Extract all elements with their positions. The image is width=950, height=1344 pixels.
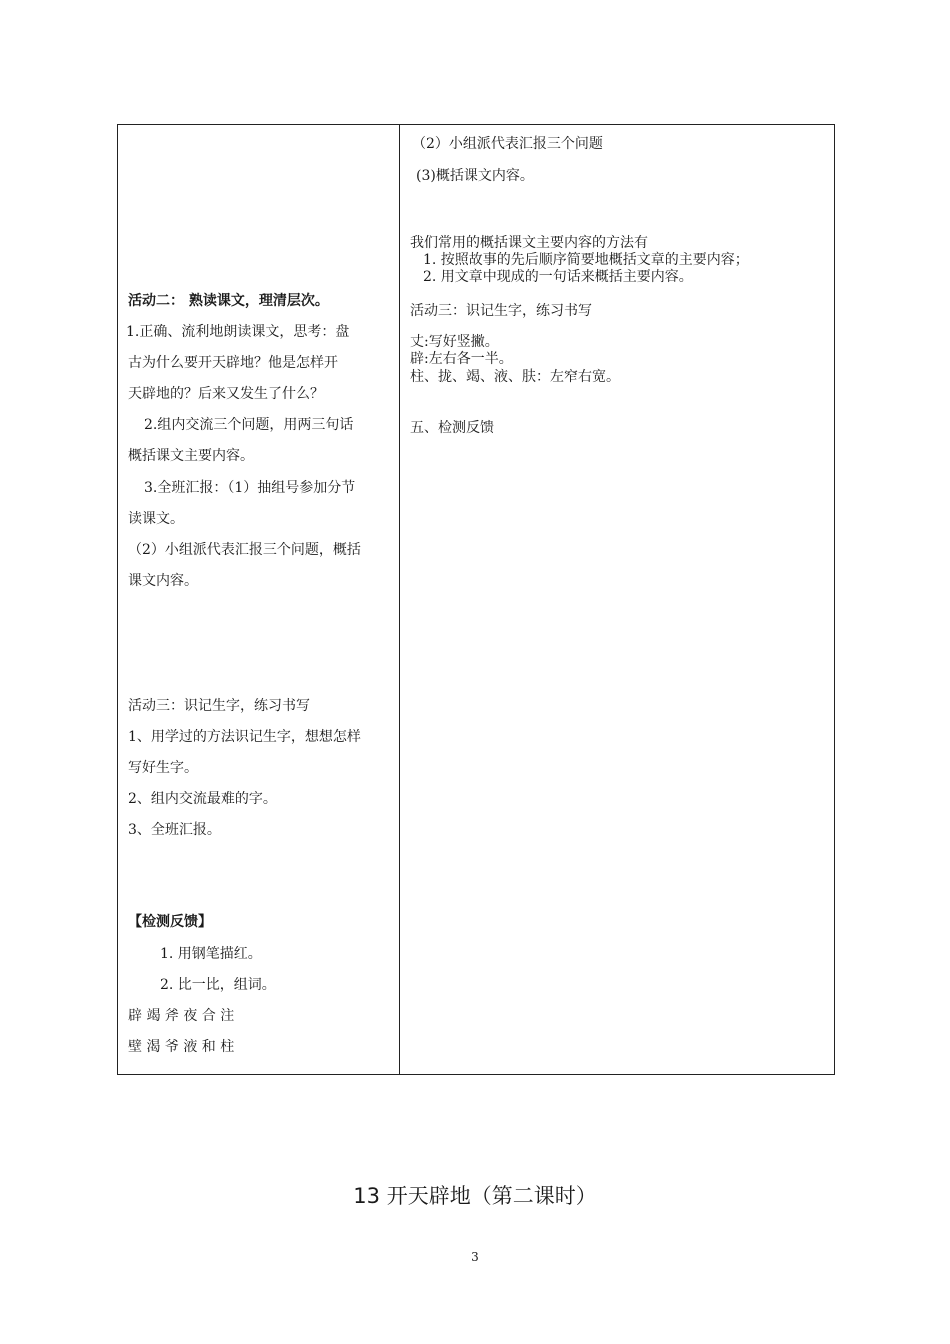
q1-line3: 天辟地的？后来又发生了什么？ [128,386,324,402]
a3-2: 2、组内交流最难的字。 [128,791,277,807]
right-line-6: 活动三：识记生字，练习书写 [410,303,592,319]
activity3-heading: 活动三：识记生字，练习书写 [128,698,310,714]
q3-line2: 读课文。 [128,511,184,527]
right-line-7: 丈:写好竖撇。 [410,334,499,350]
right-line-9: 柱、拢、竭、液、肤：左窄右宽。 [410,369,620,385]
q1-line1: 1.正确、流利地朗读课文，思考：盘 [126,324,350,340]
a3-1-line2: 写好生字。 [128,760,198,776]
right-line-10: 五、检测反馈 [410,420,494,436]
q3-line1: 3.全班汇报：（1）抽组号参加分节 [144,480,356,496]
column-divider [399,125,400,1074]
q2-line1: 2.组内交流三个问题，用两三句话 [144,417,354,433]
right-line-2: (3)概括课文内容。 [416,168,534,184]
chars-row-1: 辟 竭 斧 夜 合 注 [128,1008,235,1024]
right-line-8: 辟:左右各一半。 [410,351,513,367]
q2-line2: 概括课文主要内容。 [128,448,254,464]
feedback-heading: 【检测反馈】 [128,914,212,930]
feedback-item-1: 1. 用钢笔描红。 [160,946,262,962]
activity2-heading: 活动二： 熟读课文，理清层次。 [128,293,329,309]
right-line-5: 2. 用文章中现成的一句话来概括主要内容。 [423,269,693,285]
chars-row-2: 壁 渴 爷 液 和 柱 [128,1039,235,1055]
page-number: 3 [471,1250,479,1264]
right-line-4: 1. 按照故事的先后顺序简要地概括文章的主要内容； [423,252,749,268]
q4-line2: 课文内容。 [128,573,198,589]
right-line-1: （2）小组派代表汇报三个问题 [412,136,603,152]
a3-3: 3、全班汇报。 [128,822,221,838]
lesson-title: 13 开天辟地（第二课时） [353,1184,597,1208]
q1-line2: 古为什么要开天辟地？他是怎样开 [128,355,338,371]
lesson-table [117,124,835,1075]
right-line-3: 我们常用的概括课文主要内容的方法有 [410,235,648,251]
q4-line1: （2）小组派代表汇报三个问题，概括 [128,542,361,558]
feedback-item-2: 2. 比一比，组词。 [160,977,276,993]
a3-1-line1: 1、用学过的方法识记生字，想想怎样 [128,729,361,745]
